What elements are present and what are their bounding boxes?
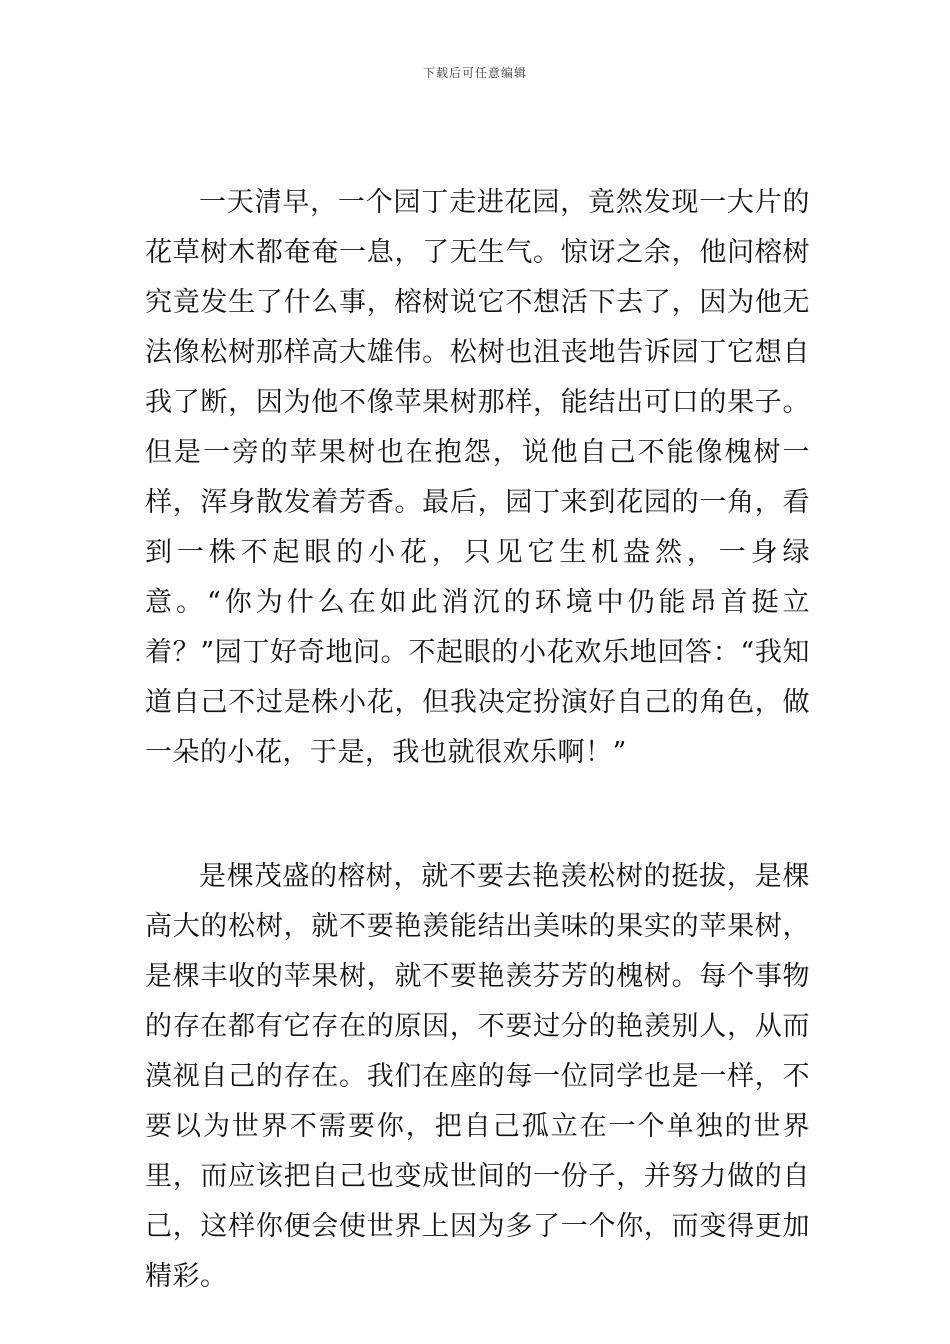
paragraph-story: 一天清早，一个园丁走进花园，竟然发现一大片的花草树木都奄奄一息，了无生气。惊讶之余，他问榕树究竟发生了什么事，榕树说它不想活下去了，因为他无法像松树那样高大雄伟。松树也沮丧地告诉园丁它想自我了断，因为他不像苹果树那样，能结出可口的果子。但是一旁的苹果树也在抱怨，说他自己不能像槐树一样，浑身散发着芳香。最后，园丁来到花园的一角，看到一株不起眼的小花，只见它生机盎然，一身绿意。“你为什么在如此消沉的环境中仍能昂首挺立着？”园丁好奇地问。不起眼的小花欢乐地回答：“我知道自己不过是株小花，但我决定扮演好自己的角色，做一朵的小花，于是，我也就很欢乐啊！” xyxy=(145,187,810,768)
header-note: 下载后可任意编辑 xyxy=(422,66,527,80)
article-body xyxy=(145,178,810,1302)
paragraph-reflection: 是棵茂盛的榕树，就不要去艳羡松树的挺拔，是棵高大的松树，就不要艳羡能结出美味的果实的苹果树，是棵丰收的苹果树，就不要艳羡芬芳的槐树。每个事物的存在都有它存在的原因，不要过分的艳羡别人，从而漠视自己的存在。我们在座的每一位同学也是一样，不要以为世界不需要你，把自己孤立在一个单独的世界里，而应该把自己也变成世间的一份子，并努力做的自己，这样你便会使世界上因为多了一个你，而变得更加精彩。 xyxy=(145,861,810,1292)
